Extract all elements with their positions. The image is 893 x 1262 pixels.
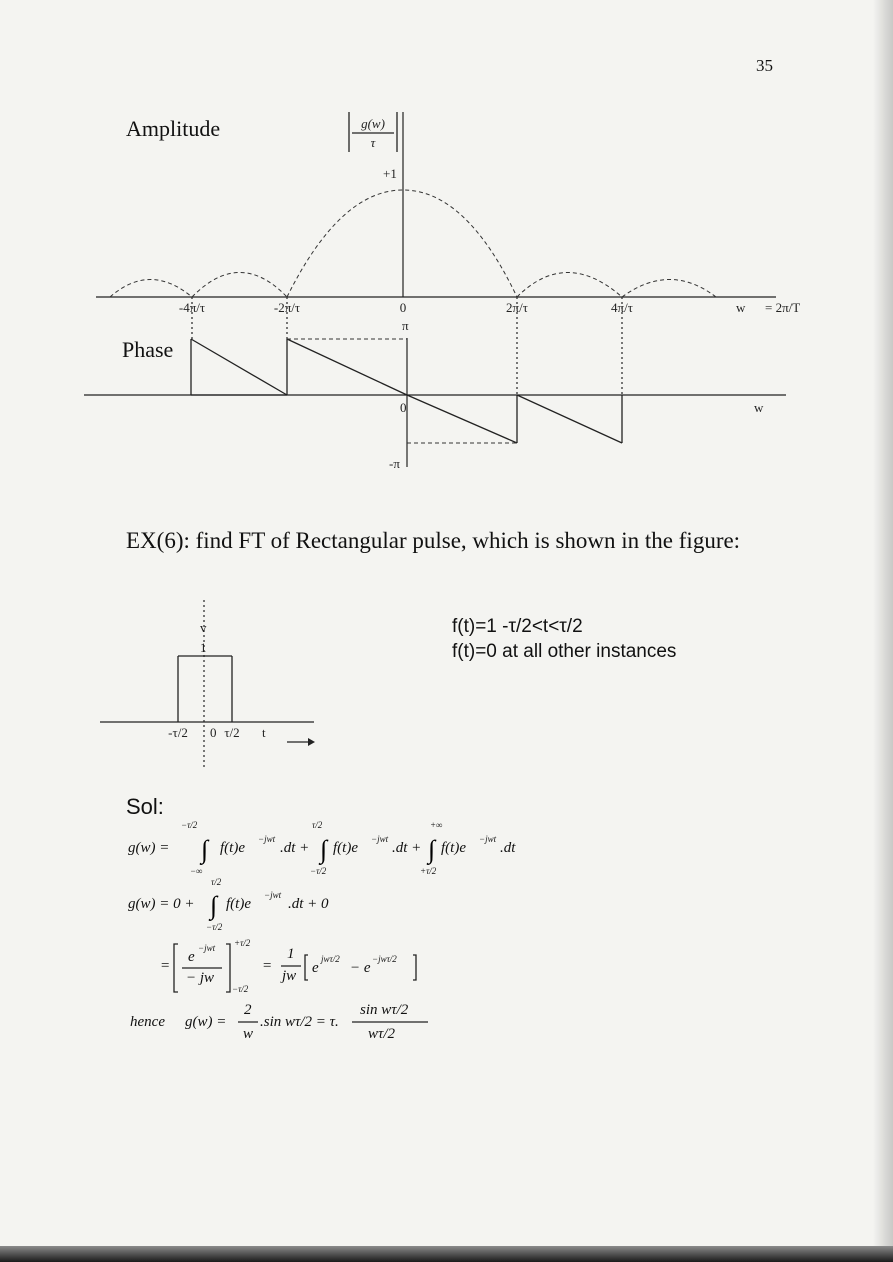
phase-segment-4 <box>517 395 622 443</box>
amplitude-y-label-denominator: τ <box>370 135 376 150</box>
integral-3: ∫ <box>428 835 436 864</box>
eq4-hence: hence <box>130 1014 165 1030</box>
eq3-equals: = <box>160 958 171 974</box>
eq3-num-exp: −jwt <box>198 943 216 953</box>
eq3-frac-den: jw <box>282 968 297 984</box>
amp-tick-neg4pi: -4π/τ <box>178 300 206 315</box>
eq1-dt2: .dt + <box>392 840 422 856</box>
amplitude-y-label-numerator: g(w) <box>361 116 385 131</box>
eq1-dt3: .dt <box>500 840 516 856</box>
eq3-e1-exp: jwτ/2 <box>321 954 340 964</box>
eq2-tail: .dt + 0 <box>288 896 329 912</box>
phase-title: Phase <box>122 337 174 362</box>
amplitude-side-lobe-right-1 <box>517 273 622 298</box>
eq4-sin: .sin wτ/2 = τ. <box>260 1014 339 1030</box>
eq1-lim1-lower: −∞ <box>190 866 203 876</box>
pulse-tick-pos: τ/2 <box>224 725 240 740</box>
phase-segment-3 <box>407 395 517 443</box>
eq2-exp: −jwt <box>264 890 282 900</box>
eq3-num: e <box>188 949 195 965</box>
eq2-lim-lower: −τ/2 <box>206 922 223 932</box>
amplitude-title: Amplitude <box>126 116 221 141</box>
eq1-term3: f(t)e <box>441 840 466 856</box>
eq4-den: w <box>243 1026 254 1042</box>
eq3-frac-num: 1 <box>287 946 295 962</box>
eq3-e1: e <box>312 960 319 976</box>
amp-tick-2pi: 2π/τ <box>506 300 528 315</box>
amplitude-side-lobe-left-1 <box>192 273 287 298</box>
phase-origin-label: 0 <box>400 400 407 415</box>
example-heading: EX(6): find FT of Rectangular pulse, which is shown in the figure: <box>126 528 741 553</box>
amplitude-peak-label: +1 <box>383 166 397 181</box>
integral-4: ∫ <box>210 891 218 920</box>
phase-segment-2 <box>287 339 407 395</box>
eq2-lim-upper: τ/2 <box>211 877 222 887</box>
eq3-upper-limit: +τ/2 <box>234 938 251 948</box>
eq3-minus-e: − e <box>350 960 371 976</box>
pulse-tick-zero: 0 <box>210 725 217 740</box>
eq4-frac-num: sin wτ/2 <box>360 1002 409 1018</box>
phase-x-label: w <box>754 400 764 415</box>
phase-neg-pi-label: -π <box>389 456 400 471</box>
eq1-exp2: −jwt <box>371 834 389 844</box>
eq4-num: 2 <box>244 1002 252 1018</box>
eq1-exp1: −jwt <box>258 834 276 844</box>
eq1-lhs: g(w) = <box>128 840 170 856</box>
eq1-term2: f(t)e <box>333 840 358 856</box>
eq1-exp3: −jwt <box>479 834 497 844</box>
eq3-e2-exp: −jwτ/2 <box>372 954 397 964</box>
pulse-t-label: t <box>262 725 266 740</box>
eq4-lhs: g(w) = <box>185 1014 227 1030</box>
pulse-y-label: v <box>200 620 207 635</box>
phase-segment-1 <box>191 339 287 395</box>
eq1-lim3-upper: +∞ <box>430 820 443 830</box>
solution-label: Sol: <box>126 794 164 819</box>
amp-tick-4pi: 4π/τ <box>611 300 633 315</box>
pulse-tick-neg: -τ/2 <box>168 725 188 740</box>
page-number: 35 <box>756 56 773 75</box>
amplitude-side-lobe-right-2 <box>622 280 716 298</box>
amp-tick-neg2pi: -2π/τ <box>273 300 301 315</box>
eq2-term: f(t)e <box>226 896 251 912</box>
eq3-den: − jw <box>186 970 215 986</box>
eq1-term1: f(t)e <box>220 840 245 856</box>
phase-pi-label: π <box>402 318 409 333</box>
eq1-lim2-upper: τ/2 <box>312 820 323 830</box>
pulse-figure <box>100 600 315 768</box>
amplitude-side-lobe-left-2 <box>110 280 192 298</box>
eq1-lim3-lower: +τ/2 <box>420 866 437 876</box>
amplitude-main-lobe <box>287 190 517 297</box>
amplitude-plot <box>96 112 800 315</box>
eq1-dt1: .dt + <box>280 840 310 856</box>
amp-handwritten-note: = 2π/T <box>765 300 801 315</box>
eq4-frac-den: wτ/2 <box>368 1026 396 1042</box>
definition-line-1: f(t)=1 -τ/2<t<τ/2 <box>452 616 583 637</box>
phase-plot <box>84 297 786 471</box>
integral-2: ∫ <box>320 835 328 864</box>
pulse-level-label: 1 <box>200 640 207 655</box>
amp-tick-zero: 0 <box>399 300 407 315</box>
eq3-lower-limit: −τ/2 <box>232 984 249 994</box>
eq1-lim1-upper: −τ/2 <box>181 820 198 830</box>
scan-bottom-edge <box>0 1246 893 1262</box>
eq2-lhs: g(w) = 0 + <box>128 896 195 912</box>
definition-line-2: f(t)=0 at all other instances <box>452 641 677 662</box>
eq3-mid-equals: = <box>262 958 273 974</box>
integral-1: ∫ <box>201 835 209 864</box>
amp-x-label: w <box>736 300 746 315</box>
eq1-lim2-lower: −τ/2 <box>310 866 327 876</box>
